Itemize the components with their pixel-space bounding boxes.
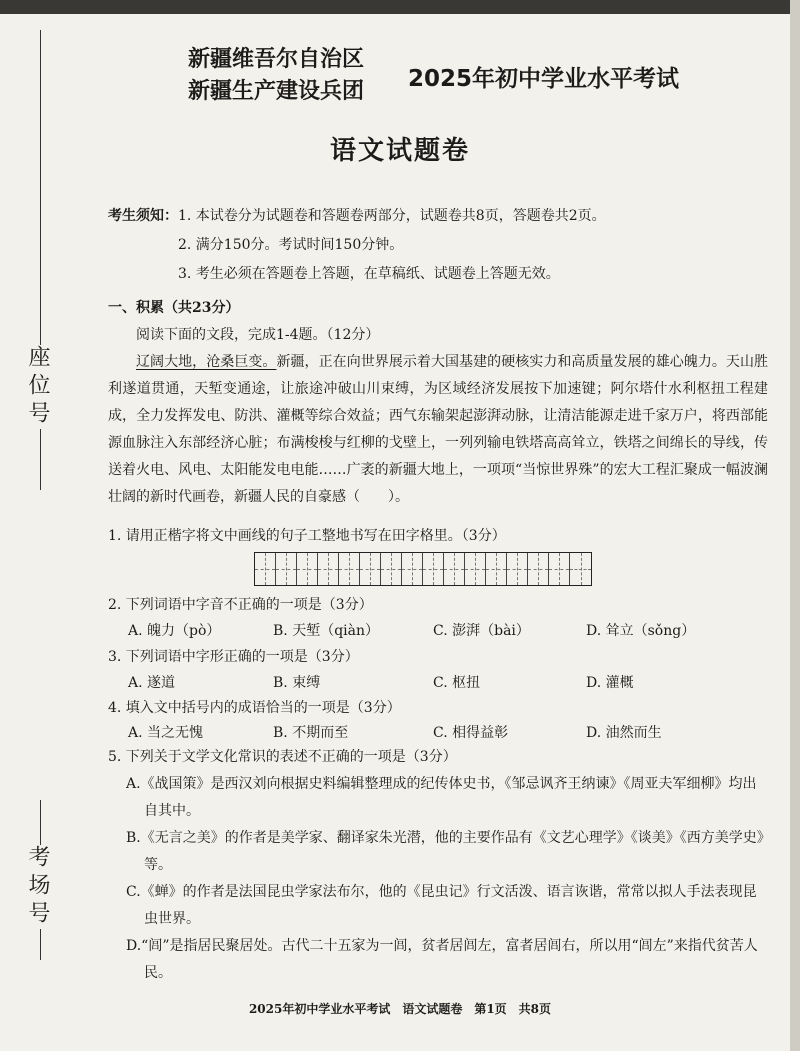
region-block	[188, 44, 364, 108]
page-footer: 2025年初中学业水平考试 语文试题卷 第1页 共8页	[248, 1002, 552, 1016]
q4-option-d[interactable]: D. 油然而生	[586, 725, 662, 741]
grid-cell[interactable]	[255, 553, 276, 585]
grid-cell[interactable]	[570, 553, 591, 585]
q2-option-c[interactable]: C. 澎湃（bài）	[433, 623, 530, 639]
grid-cell[interactable]	[381, 553, 402, 585]
q2-option-a[interactable]: A. 魄力（pò）	[128, 623, 221, 639]
q4-option-c[interactable]: C. 相得益彰	[433, 725, 509, 741]
grid-cell[interactable]	[444, 553, 465, 585]
exam-notice	[108, 202, 606, 289]
grid-cell[interactable]	[318, 553, 339, 585]
q2-option-d[interactable]: D. 耸立（sǒng）	[586, 623, 696, 639]
paper-title: 语文试题卷	[329, 136, 470, 166]
seat-number-label: 座位号	[26, 345, 54, 429]
underlined-sentence: 辽阔大地，沧桑巨变。	[136, 354, 277, 370]
grid-cell[interactable]	[423, 553, 444, 585]
exam-room-label: 考场号	[26, 845, 54, 929]
writing-grid[interactable]	[254, 552, 592, 586]
q5-option-c[interactable]: C.《蝉》的作者是法国昆虫学家法布尔，他的《昆虫记》行文活泼、语言诙谐，常常以拟人手法表现昆虫世界。	[126, 884, 757, 927]
region-line-1: 新疆维吾尔自治区	[188, 47, 365, 72]
question-5: 5. 下列关于文学文化常识的表述不正确的一项是（3分）	[108, 749, 457, 765]
grid-cell[interactable]	[276, 553, 297, 585]
q3-option-c[interactable]: C. 枢扭	[433, 675, 481, 691]
q3-option-a[interactable]: A. 遂道	[128, 675, 176, 691]
region-line-2: 新疆生产建设兵团	[188, 79, 365, 104]
q4-option-a[interactable]: A. 当之无愧	[128, 725, 204, 741]
grid-cell[interactable]	[528, 553, 549, 585]
grid-cell[interactable]	[402, 553, 423, 585]
grid-cell[interactable]	[486, 553, 507, 585]
grid-cell[interactable]	[465, 553, 486, 585]
q3-option-b[interactable]: B. 束缚	[273, 675, 321, 691]
grid-cell[interactable]	[549, 553, 570, 585]
q2-option-b[interactable]: B. 天堑（qiàn）	[273, 623, 379, 639]
exam-name: 2025年初中学业水平考试	[408, 66, 680, 92]
reading-passage	[108, 349, 768, 511]
question-4: 4. 填入文中括号内的成语恰当的一项是（3分）	[108, 700, 401, 716]
notice-item-2: 2. 满分150分。考试时间150分钟。	[178, 237, 404, 253]
q5-option-d[interactable]: D.“闾”是指居民聚居处。古代二十五家为一闾，贫者居闾左，富者居闾右，所以用“闾左”来指代贫苦人民。	[126, 938, 758, 981]
passage-text: 新疆，正在向世界展示着大国基建的硬核实力和高质量发展的雄心魄力。天山胜利遂道贯通，天堑变通途，让旅途冲破山川束缚，为区域经济发展按下加速键；阿尔塔什水利枢扭工程建成，全力发挥发电、防洪、灌概等综合效益；西气东输架起澎湃动脉，让清洁能源走进千家万户，将西部能源血脉注入东部经济心脏；布满梭梭与红柳的戈壁上，一列列输电铁塔高高耸立，铁塔之间绵长的导线，传送着火电、风电、太阳能发电电能……广袤的新疆大地上，一项项“当惊世界殊”的宏大工程汇聚成一幅波澜壮阔的新时代画卷，新疆人民的自豪感（ ）。	[108, 354, 769, 505]
question-3: 3. 下列词语中字形正确的一项是（3分）	[108, 649, 359, 665]
scan-top-shadow	[0, 0, 800, 14]
grid-cell[interactable]	[507, 553, 528, 585]
grid-cell[interactable]	[360, 553, 381, 585]
section-1	[108, 295, 768, 511]
section-instruction: 阅读下面的文段，完成1-4题。（12分）	[136, 327, 380, 343]
question-1: 1. 请用正楷字将文中画线的句子工整地书写在田字格里。（3分）	[108, 528, 506, 544]
q5-option-b[interactable]: B.《无言之美》的作者是美学家、翻译家朱光潜，他的主要作品有《文艺心理学》《谈美》《西方美学史》等。	[126, 830, 764, 873]
q3-option-d[interactable]: D. 灌概	[586, 675, 634, 691]
section-heading: 一、积累（共23分）	[108, 300, 240, 316]
question-2: 2. 下列词语中字音不正确的一项是（3分）	[108, 597, 373, 613]
q5-option-a[interactable]: A.《战国策》是西汉刘向根据史料编辑整理成的纪传体史书，《邹忌讽齐王纳谏》《周亚夫军细柳》均出自其中。	[126, 776, 757, 819]
grid-cell[interactable]	[339, 553, 360, 585]
notice-item-1: 1. 本试卷分为试题卷和答题卷两部分，试题卷共8页，答题卷共2页。	[178, 208, 606, 224]
q4-option-b[interactable]: B. 不期而至	[273, 725, 349, 741]
notice-item-3: 3. 考生必须在答题卷上答题，在草稿纸、试题卷上答题无效。	[178, 266, 560, 282]
q5-options	[108, 771, 770, 987]
notice-label: 考生须知：	[108, 208, 178, 224]
grid-cell[interactable]	[297, 553, 318, 585]
